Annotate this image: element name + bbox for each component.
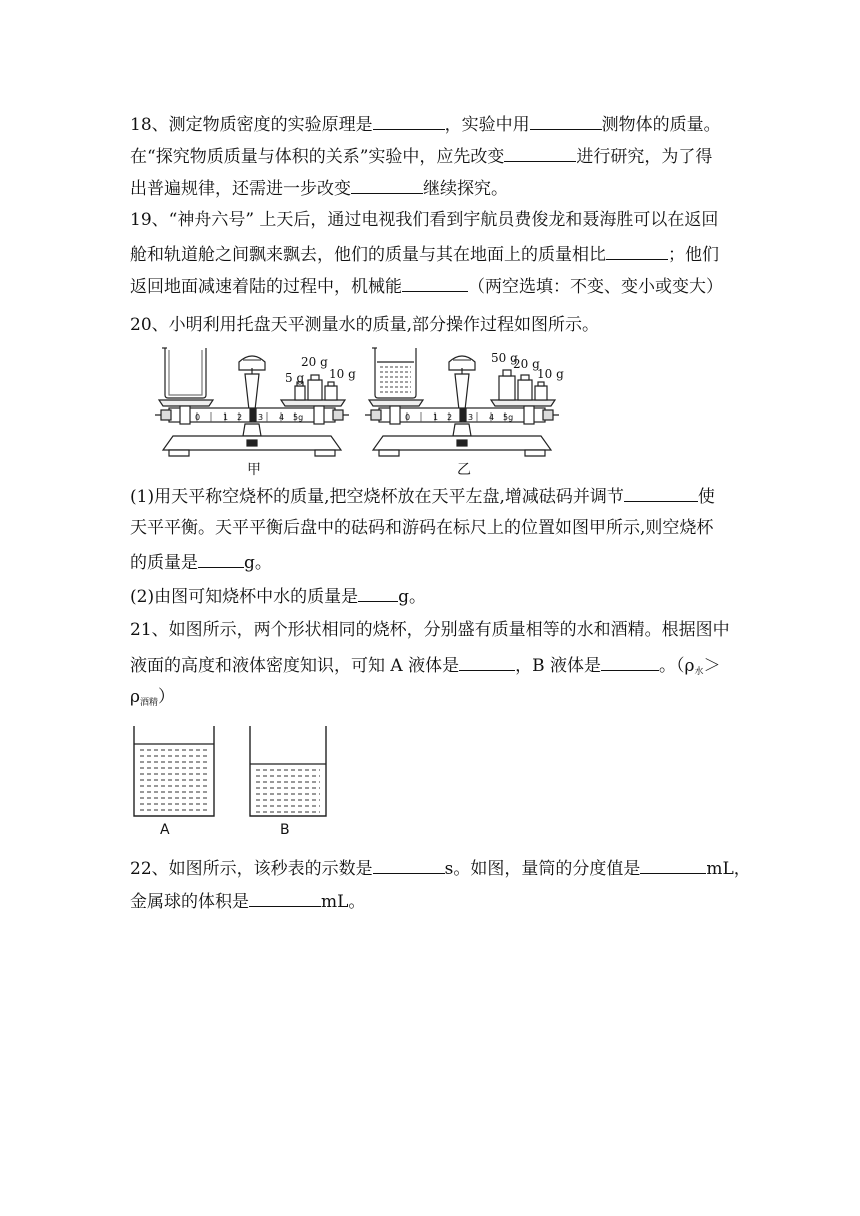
q20-part1-line-3: 的质量是 g。	[130, 553, 272, 573]
figure-caption: 乙	[457, 462, 471, 478]
answer-blank[interactable]	[530, 113, 602, 130]
weight-label: 20 g	[513, 357, 540, 371]
answer-blank[interactable]	[373, 857, 445, 874]
q21-line-2: 液面的高度和液体密度知识，可知 A 液体是 ，B 液体是 。（$\rho_水>$	[130, 656, 721, 677]
scale-tick-label: 4	[279, 413, 285, 422]
scale-tick-label: 0	[405, 413, 411, 422]
answer-blank[interactable]	[459, 654, 515, 671]
answer-blank[interactable]	[402, 275, 468, 292]
weight-label: 50 g	[491, 351, 518, 365]
answer-blank[interactable]	[624, 485, 698, 502]
q18-line-3: 出普遍规律，还需进一步改变 继续探究。	[130, 179, 508, 199]
q18-line-2: 在“探究物质质量与体积的关系”实验中，应先改变 进行研究，为了得	[130, 147, 713, 167]
q20-part1-line-2: 天平平衡。天平平衡后盘中的砝码和游码在标尺上的位置如图甲所示,则空烧杯	[130, 518, 714, 538]
answer-blank[interactable]	[601, 654, 659, 671]
scale-tick-label: 0	[195, 413, 201, 422]
scale-tick-label: 3	[468, 413, 474, 422]
scale-tick-label: 2	[237, 413, 243, 422]
answer-blank[interactable]	[249, 890, 321, 907]
beaker-a-label: A	[160, 822, 170, 838]
weight-label: 10 g	[329, 367, 356, 381]
q19-line-3: 返回地面减速着陆的过程中，机械能 （两空选填：不变、变小或变大）	[130, 277, 723, 297]
figure-caption: 甲	[247, 462, 261, 478]
beaker-b	[250, 726, 326, 816]
balance-figure	[155, 340, 570, 480]
answer-blank[interactable]	[198, 551, 244, 568]
q19-line-2: 舱和轨道舱之间飘来飘去，他们的质量与其在地面上的质量相比 ；他们	[130, 245, 719, 265]
answer-blank[interactable]	[358, 585, 398, 602]
scale-tick-label: 4	[489, 413, 495, 422]
q20-part2-line: (2)由图可知烧杯中水的质量是 g。	[130, 587, 426, 607]
q21-line-3: $\rho_{酒精}$）	[130, 687, 176, 708]
beaker-a	[134, 726, 214, 816]
beakers-figure	[128, 722, 338, 840]
q22-line-2: 金属球的体积是 mL。	[130, 892, 366, 912]
q21-line-1: 21、如图所示，两个形状相同的烧杯，分别盛有质量相等的水和酒精。根据图中	[130, 620, 730, 640]
answer-blank[interactable]	[373, 113, 445, 130]
answer-blank[interactable]	[640, 857, 706, 874]
q20-line-1: 20、小明利用托盘天平测量水的质量,部分操作过程如图所示。	[130, 315, 600, 335]
weight-label: 20 g	[301, 355, 328, 369]
q20-part1-line-1: (1)用天平称空烧杯的质量,把空烧杯放在天平左盘,增减砝码并调节 使	[130, 487, 715, 507]
answer-blank[interactable]	[606, 243, 668, 260]
answer-blank[interactable]	[351, 177, 423, 194]
q22-line-1: 22、如图所示，该秒表的示数是 s。如图，量筒的分度值是 mL，	[130, 859, 751, 879]
scale-tick-label: 2	[447, 413, 453, 422]
beaker-b-label: B	[280, 822, 290, 838]
scale-tick-label: 5g	[503, 413, 514, 422]
scale-tick-label: 3	[258, 413, 264, 422]
q19-line-1: 19、“神舟六号” 上天后，通过电视我们看到宇航员费俊龙和聂海胜可以在返回	[130, 210, 719, 230]
weight-label: 5 g	[285, 371, 305, 385]
scale-tick-label: 1	[223, 413, 229, 422]
q18-line-1: 18、测定物质密度的实验原理是 ，实验中用 测物体的质量。	[130, 115, 721, 135]
scale-tick-label: 5g	[293, 413, 304, 422]
scale-tick-label: 1	[433, 413, 439, 422]
answer-blank[interactable]	[504, 145, 576, 162]
weight-label: 10 g	[537, 367, 564, 381]
